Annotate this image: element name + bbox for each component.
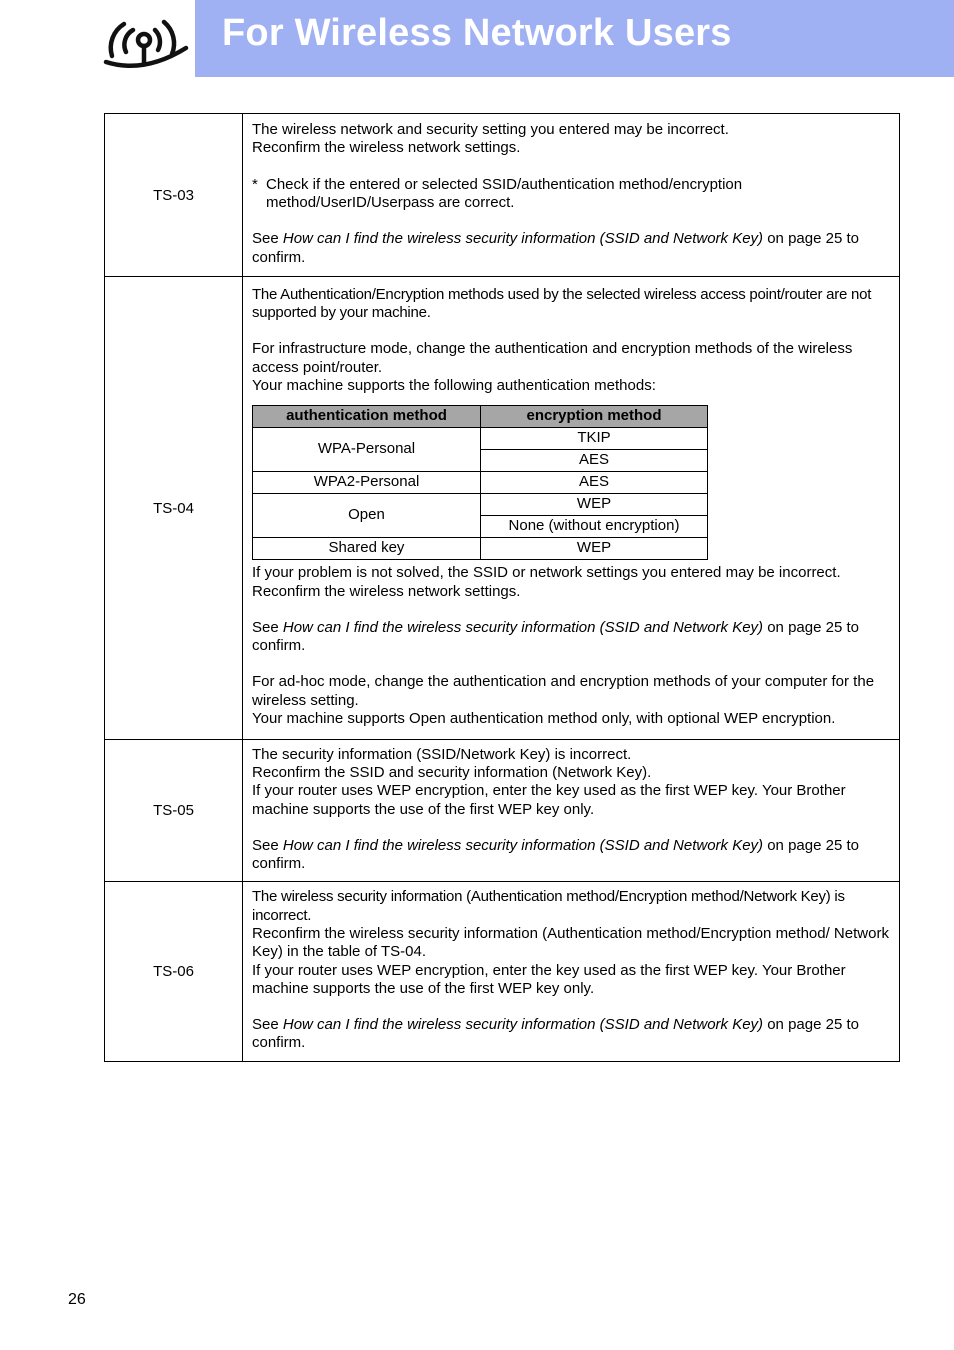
enc-method: AES: [481, 472, 708, 494]
auth-method: WPA-Personal: [253, 428, 481, 472]
description-line: If your router uses WEP encryption, enter the key used as the first WEP key. Your Brother machine supports the use of the first WEP key only.: [252, 782, 846, 818]
error-description: [243, 882, 900, 1062]
column-header-enc: encryption method: [481, 406, 708, 428]
table-row: [253, 494, 708, 516]
table-row: [105, 740, 900, 882]
enc-method: TKIP: [481, 428, 708, 450]
bullet-note: [252, 176, 896, 213]
see-suffix: on page 25 to confirm.: [252, 230, 859, 266]
column-header-auth: authentication method: [253, 406, 481, 428]
error-code: TS-03: [105, 114, 243, 277]
description-line: The security information (SSID/Network Key) is incorrect.: [252, 745, 632, 763]
description-line: Reconfirm the SSID and security information (Network Key).: [252, 763, 652, 781]
error-description: [243, 740, 900, 882]
description-line: The wireless network and security setting you entered may be incorrect.: [252, 121, 729, 139]
see-suffix: on page 25 to confirm.: [252, 618, 859, 655]
troubleshooting-table: [104, 113, 900, 1062]
description-line: Reconfirm the wireless network settings.: [252, 139, 521, 157]
see-reference: [252, 230, 896, 267]
bullet-text: Check if the entered or selected SSID/authentication method/encryption method/UserID/Userpass are correct.: [266, 175, 743, 211]
page-title: For Wireless Network Users: [222, 12, 732, 54]
enc-method: AES: [481, 450, 708, 472]
page-number: 26: [68, 1291, 86, 1308]
see-prefix: See: [252, 836, 283, 854]
error-description: [243, 114, 900, 277]
see-reference: [252, 837, 896, 874]
reference-title: How can I find the wireless security information (SSID and Network Key): [282, 836, 764, 854]
see-prefix: See: [252, 618, 283, 636]
table-row: [253, 472, 708, 494]
enc-method: WEP: [481, 494, 708, 516]
description-line: If your router uses WEP encryption, enter the key used as the first WEP key. Your Brother machine supports the use of the first WEP key only.: [252, 961, 846, 997]
auth-method: Shared key: [253, 538, 481, 560]
error-code: TS-05: [105, 740, 243, 882]
description-line: Reconfirm the wireless security information (Authentication method/Encryption method/ Network Key) in the table of TS-04.: [252, 924, 889, 961]
header-band: [195, 0, 954, 77]
description-line: Your machine supports Open authentication method only, with optional WEP encryption.: [252, 709, 836, 727]
description-line: The Authentication/Encryption methods used by the selected wireless access point/router are not supported by your machine.: [252, 285, 872, 322]
table-row: [105, 882, 900, 1062]
auth-method: Open: [253, 494, 481, 538]
reference-title: How can I find the wireless security information (SSID and Network Key): [282, 1016, 764, 1034]
auth-methods-table: [252, 405, 708, 560]
table-row: [253, 538, 708, 560]
auth-method: WPA2-Personal: [253, 472, 481, 494]
wireless-antenna-icon: [100, 8, 190, 72]
description-line: Reconfirm the wireless network settings.: [252, 582, 521, 600]
description-line: The wireless security information (Authentication method/Encryption method/Network Key) is incorrect.: [252, 888, 845, 924]
error-description: [243, 277, 900, 740]
description-line: If your problem is not solved, the SSID or network settings you entered may be incorrect.: [252, 564, 841, 582]
enc-method: WEP: [481, 538, 708, 560]
auth-table-header: [253, 406, 708, 428]
error-code: TS-04: [105, 277, 243, 740]
reference-title: How can I find the wireless security information (SSID and Network Key): [282, 230, 764, 248]
see-reference: [252, 619, 896, 656]
table-row: [105, 114, 900, 277]
see-reference: [252, 1016, 896, 1053]
bullet-mark: *: [252, 175, 258, 193]
error-code: TS-06: [105, 882, 243, 1062]
see-suffix: on page 25 to confirm.: [252, 836, 859, 873]
see-prefix: See: [252, 1016, 283, 1034]
description-line: For infrastructure mode, change the authentication and encryption methods of the wireless access point/router.: [252, 340, 853, 376]
see-suffix: on page 25 to confirm.: [252, 1016, 859, 1052]
enc-method: None (without encryption): [481, 516, 708, 538]
reference-title: How can I find the wireless security information (SSID and Network Key): [282, 618, 764, 636]
table-row: [105, 277, 900, 740]
description-line: Your machine supports the following authentication methods:: [252, 376, 656, 394]
table-row: [253, 428, 708, 450]
description-line: For ad-hoc mode, change the authentication and encryption methods of your computer for the wireless setting.: [252, 673, 875, 709]
see-prefix: See: [252, 230, 283, 248]
